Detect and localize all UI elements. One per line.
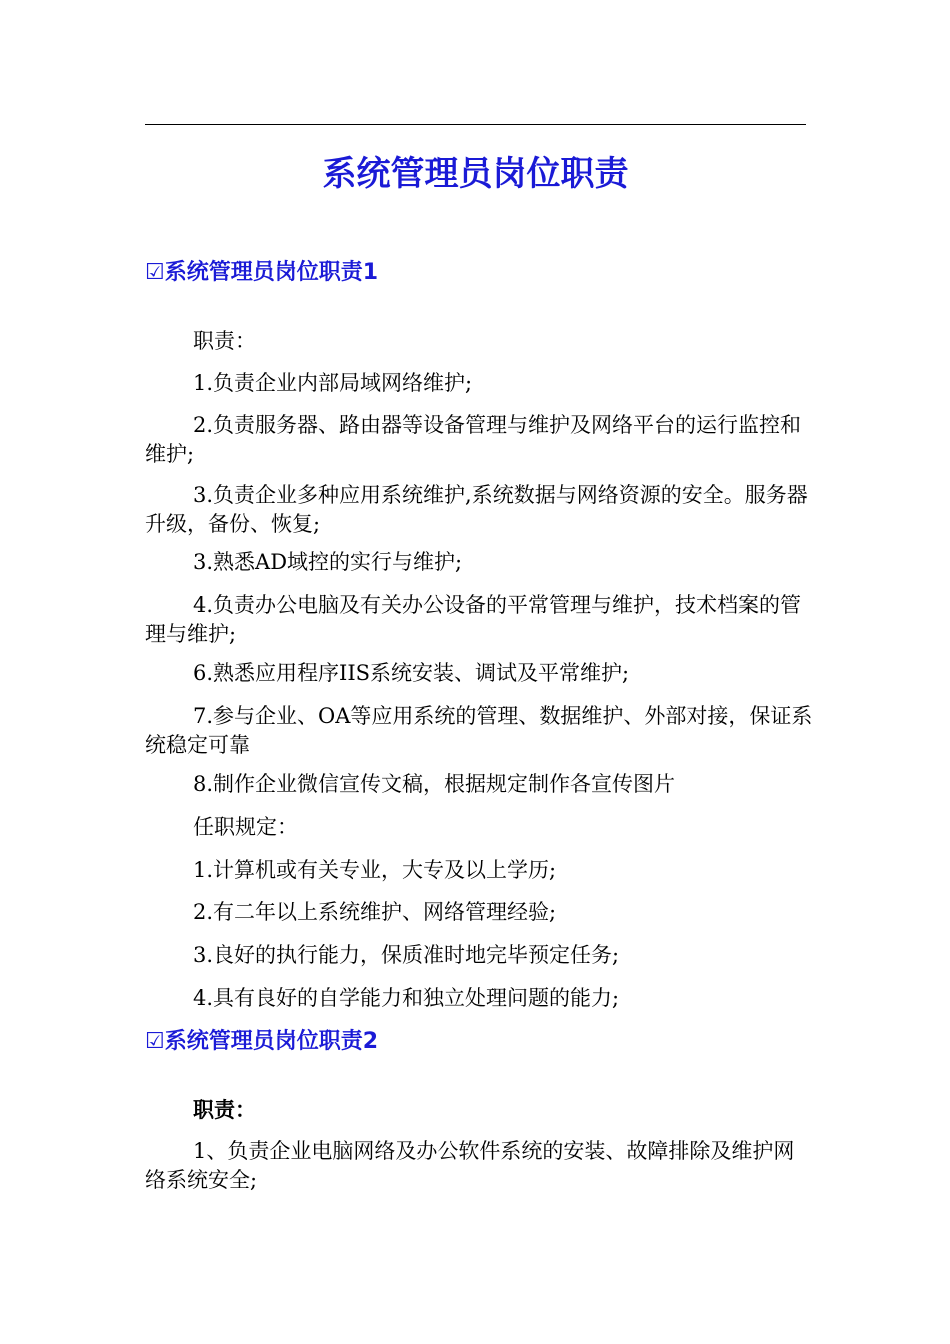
section-heading-text: 系统管理员岗位职责1 — [164, 260, 379, 285]
header-rule — [145, 124, 806, 125]
paragraph: 4.负责办公电脑及有关办公设备的平常管理与维护，技术档案的管理与维护; — [145, 593, 802, 646]
paragraph: 8.制作企业微信宣传文稿，根据规定制作各宣传图片 — [193, 772, 676, 796]
paragraph: 1.负责企业内部局域网络维护; — [193, 371, 473, 395]
paragraph: 6.熟悉应用程序IIS系统安装、调试及平常维护; — [193, 661, 630, 685]
document-title: 系统管理员岗位职责 — [322, 154, 629, 194]
section-heading-text: 系统管理员岗位职责2 — [164, 1029, 379, 1054]
section-heading-2 — [145, 1027, 378, 1057]
paragraph: 任职规定： — [193, 815, 298, 839]
paragraph: 3.负责企业多种应用系统维护,系统数据与网络资源的安全。服务器升级，备份、恢复; — [145, 483, 808, 536]
paragraph: 职责： — [193, 329, 256, 353]
paragraph: 2.负责服务器、路由器等设备管理与维护及网络平台的运行监控和维护; — [145, 413, 802, 466]
paragraph: 1、负责企业电脑网络及办公软件系统的安装、故障排除及维护网络系统安全; — [145, 1139, 795, 1192]
checkbox-icon: ☑ — [145, 260, 165, 285]
paragraph: 1.计算机或有关专业，大专及以上学历; — [193, 858, 557, 882]
section-heading-1 — [145, 258, 378, 288]
checkbox-icon: ☑ — [145, 1029, 165, 1054]
paragraph: 2.有二年以上系统维护、网络管理经验; — [193, 900, 557, 924]
paragraph: 7.参与企业、OA等应用系统的管理、数据维护、外部对接，保证系统稳定可靠 — [145, 704, 813, 757]
paragraph: 4.具有良好的自学能力和独立处理问题的能力; — [193, 986, 620, 1010]
paragraph: 职责： — [193, 1097, 256, 1122]
paragraph: 3.熟悉AD域控的实行与维护; — [193, 550, 463, 574]
paragraph: 3.良好的执行能力，保质准时地完毕预定任务; — [193, 943, 620, 967]
